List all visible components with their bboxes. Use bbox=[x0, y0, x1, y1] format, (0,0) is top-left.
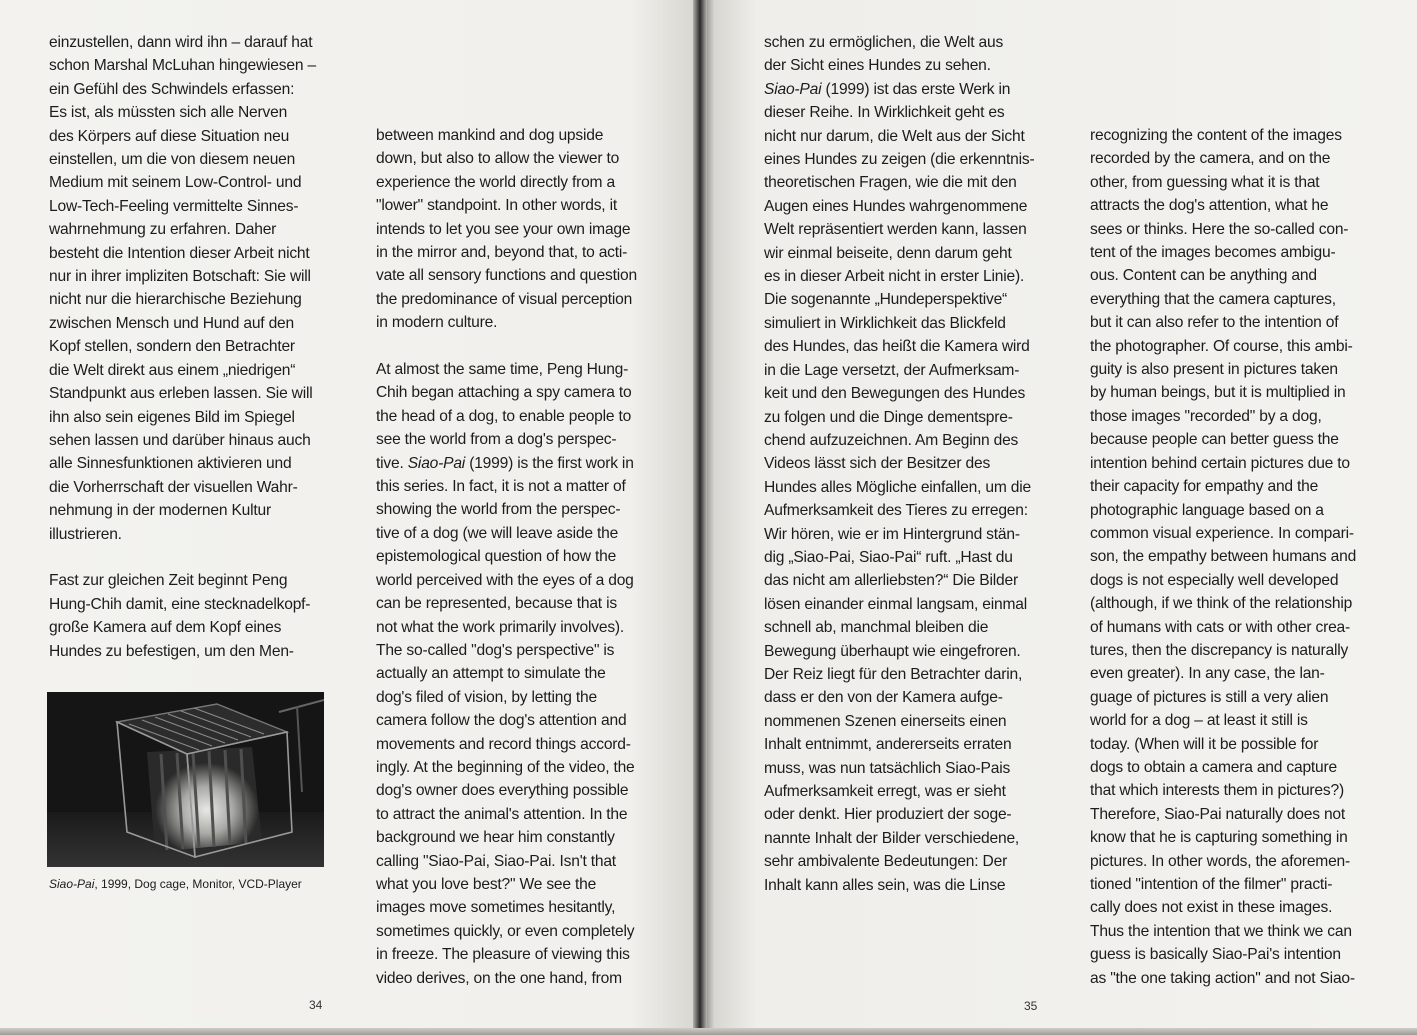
text-line: other, from guessing what it is that bbox=[1090, 173, 1320, 191]
text-line: dieser Reihe. In Wirklichkeit geht es bbox=[764, 104, 1005, 122]
text-line: that which interests them in pictures?) bbox=[1090, 782, 1344, 800]
text-line: actually an attempt to simulate the bbox=[376, 665, 606, 683]
text-line: Der Reiz liegt für den Betrachter darin, bbox=[764, 665, 1023, 683]
text-line: between mankind and dog upside bbox=[376, 127, 604, 144]
text-line: dog's owner does everything possible bbox=[376, 782, 629, 800]
text-line: Thus the intention that we think we can bbox=[1090, 922, 1352, 940]
text-line: even greater). In any case, the lan- bbox=[1090, 665, 1325, 683]
text-line: son, the empathy between humans and bbox=[1090, 548, 1357, 566]
text-line: of humans with cats or with other crea- bbox=[1090, 618, 1351, 636]
text-line: the predominance of visual perception bbox=[376, 290, 633, 308]
text-line: guage of pictures is still a very alien bbox=[1090, 688, 1329, 706]
text-line: recognizing the content of the images bbox=[1090, 127, 1342, 144]
text-line: because people can better guess the bbox=[1090, 431, 1339, 449]
text-line: intention behind certain pictures due to bbox=[1090, 454, 1350, 472]
text-line: what you love best?" We see the bbox=[376, 875, 597, 893]
text-line: Hundes zu befestigen, um den Men- bbox=[49, 642, 294, 660]
text-line: cally does not exist in these images. bbox=[1090, 899, 1333, 917]
text-line: photographic language based on a bbox=[1090, 501, 1324, 519]
text-line: das nicht am allerliebsten?“ Die Bilder bbox=[764, 572, 1018, 590]
page-bottom-edge bbox=[0, 1028, 1417, 1035]
text-line: ein Gefühl des Schwindels erfassen: bbox=[49, 80, 295, 98]
text-line: Chih began attaching a spy camera to bbox=[376, 384, 632, 402]
text-line: illustrieren. bbox=[49, 525, 122, 543]
text-line: world perceived with the eyes of a dog bbox=[376, 571, 634, 589]
text-line: zu folgen und die Dinge dementspre- bbox=[764, 408, 1013, 426]
text-line: Bewegung überhaupt wie eingefroren. bbox=[764, 642, 1021, 660]
paragraph bbox=[49, 31, 334, 546]
text-line: in modern culture. bbox=[376, 314, 498, 332]
text-line: des Hundes, das heißt die Kamera wird bbox=[764, 338, 1030, 356]
text-line: tive. Siao-Pai (1999) is the first work in bbox=[376, 454, 634, 472]
text-line: Medium mit seinem Low-Control- und bbox=[49, 174, 302, 192]
text-line: dass er den von der Kamera aufge- bbox=[764, 689, 1003, 707]
dog-cage-monitor-image bbox=[47, 692, 324, 867]
text-line: background we hear him constantly bbox=[376, 829, 615, 847]
text-line: Therefore, Siao-Pai naturally does not bbox=[1090, 805, 1346, 823]
text-line: "lower" standpoint. In other words, it bbox=[376, 197, 617, 215]
text-line: einzustellen, dann wird ihn – darauf hat bbox=[49, 34, 313, 51]
text-line: Siao-Pai (1999) ist das erste Werk in bbox=[764, 80, 1011, 98]
left-german-column bbox=[49, 31, 334, 686]
text-line: Hundes alles Mögliche einfallen, um die bbox=[764, 478, 1031, 496]
text-line: ingly. At the beginning of the video, the bbox=[376, 758, 635, 776]
text-line: intends to let you see your own image bbox=[376, 220, 631, 238]
text-line: Aufmerksamkeit erregt, was er sieht bbox=[764, 783, 1006, 800]
text-line: chend aufzuzeichnen. Am Beginn des bbox=[764, 431, 1019, 449]
text-line: wir einmal beiseite, denn darum geht bbox=[764, 244, 1012, 262]
text-line: dig „Siao-Pai, Siao-Pai“ ruft. „Hast du bbox=[764, 548, 1013, 566]
text-line: ihn also sein eigenes Bild im Spiegel bbox=[49, 408, 295, 426]
text-line: dog's filed of vision, by letting the bbox=[376, 688, 597, 706]
book-gutter bbox=[693, 0, 707, 1035]
text-line: Standpunkt aus erleben lassen. Sie will bbox=[49, 385, 313, 403]
text-line: camera follow the dog's attention and bbox=[376, 712, 627, 730]
text-line: oder denkt. Hier produziert der soge- bbox=[764, 806, 1012, 824]
text-line: Kopf stellen, sondern den Betrachter bbox=[49, 338, 295, 356]
text-line: those images "recorded" by a dog, bbox=[1090, 407, 1322, 425]
text-line: nur in ihrer impliziten Botschaft: Sie will bbox=[49, 268, 311, 286]
text-line: world for a dog – at least it still is bbox=[1090, 712, 1308, 730]
text-line: today. (When will it be possible for bbox=[1090, 735, 1319, 753]
text-line: by human beings, but it is multiplied in bbox=[1090, 384, 1346, 402]
left-english-column bbox=[376, 124, 666, 1013]
text-line: epistemological question of how the bbox=[376, 548, 617, 566]
text-line: the photographer. Of course, this ambi- bbox=[1090, 337, 1353, 355]
text-line: in die Lage versetzt, der Aufmerksam- bbox=[764, 361, 1020, 379]
text-line: movements and record things accord- bbox=[376, 735, 631, 753]
text-line: in the mirror and, beyond that, to acti- bbox=[376, 244, 628, 262]
text-line: images move sometimes hesitantly, bbox=[376, 899, 616, 917]
caption-title: Siao-Pai bbox=[49, 877, 95, 891]
text-line: eines Hundes zu zeigen (die erkenntnis- bbox=[764, 151, 1035, 169]
text-line: ous. Content can be anything and bbox=[1090, 267, 1317, 285]
text-line: video derives, on the one hand, from bbox=[376, 969, 622, 987]
page-number-left: 34 bbox=[309, 998, 323, 1012]
text-line: Inhalt kann alles sein, was die Linse bbox=[764, 876, 1006, 894]
text-line: see the world from a dog's perspec- bbox=[376, 431, 617, 449]
text-line: dogs is not especially well developed bbox=[1090, 571, 1339, 589]
text-line: einstellen, um die von diesem neuen bbox=[49, 151, 296, 169]
text-line: At almost the same time, Peng Hung- bbox=[376, 361, 629, 379]
text-line: tent of the images becomes ambigu- bbox=[1090, 244, 1336, 262]
text-line: sehen lassen und darüber hinaus auch bbox=[49, 431, 311, 449]
caption-details: , 1999, Dog cage, Monitor, VCD-Player bbox=[94, 877, 302, 891]
text-line: alle Sinnesfunktionen aktivieren und bbox=[49, 455, 292, 473]
text-line: theoretischen Fragen, wie die mit den bbox=[764, 174, 1017, 192]
text-line: keit und den Bewegungen des Hundes bbox=[764, 385, 1026, 403]
text-line: sees or thinks. Here the so-called con- bbox=[1090, 220, 1349, 238]
text-line: to attract the animal's attention. In the bbox=[376, 805, 628, 823]
text-line: the head of a dog, to enable people to bbox=[376, 407, 632, 425]
text-line: everything that the camera captures, bbox=[1090, 290, 1336, 308]
text-line: nommenen Szenen einerseits einen bbox=[764, 712, 1007, 730]
text-line: as "the one taking action" and not Siao- bbox=[1090, 969, 1355, 987]
paragraph bbox=[764, 31, 1054, 897]
text-line: guity is also present in pictures taken bbox=[1090, 361, 1338, 379]
text-line: can be represented, because that is bbox=[376, 595, 617, 613]
text-line: tures, then the discrepancy is naturally bbox=[1090, 641, 1349, 659]
artwork-photo bbox=[47, 692, 324, 867]
text-line: nehmung in der modernen Kultur bbox=[49, 502, 271, 520]
text-line: die Welt direkt aus einem „niedrigen“ bbox=[49, 361, 296, 379]
page-number-right: 35 bbox=[1024, 999, 1038, 1013]
paragraph bbox=[49, 569, 334, 663]
paragraph bbox=[376, 358, 666, 990]
text-line: Es ist, als müssten sich alle Nerven bbox=[49, 104, 288, 122]
text-line: nicht nur darum, die Welt aus der Sicht bbox=[764, 127, 1025, 145]
text-line: schon Marshal McLuhan hingewiesen – bbox=[49, 57, 316, 75]
text-line: tioned "intention of the filmer" practi- bbox=[1090, 876, 1333, 893]
right-english-column bbox=[1090, 124, 1380, 1013]
text-line: Aufmerksamkeit des Tieres zu erregen: bbox=[764, 502, 1028, 520]
text-line: wahrnehmung zu erfahren. Daher bbox=[49, 221, 277, 239]
text-line: lösen einander einmal langsam, einmal bbox=[764, 595, 1028, 613]
text-line: simuliert in Wirklichkeit das Blickfeld bbox=[764, 314, 1006, 332]
paragraph bbox=[1090, 124, 1380, 990]
text-line: this series. In fact, it is not a matter of bbox=[376, 478, 626, 496]
text-line: Wir hören, wie er im Hintergrund stän- bbox=[764, 525, 1020, 543]
text-line: but it can also refer to the intention of bbox=[1090, 314, 1339, 332]
text-line: Hung-Chih damit, eine stecknadelkopf- bbox=[49, 595, 311, 613]
text-line: sometimes quickly, or even completely bbox=[376, 922, 635, 940]
text-line: their capacity for empathy and the bbox=[1090, 478, 1319, 496]
text-line: des Körpers auf diese Situation neu bbox=[49, 127, 290, 145]
text-line: know that he is capturing something in bbox=[1090, 829, 1348, 847]
text-line: der Sicht eines Hundes zu sehen. bbox=[764, 57, 991, 75]
text-line: experience the world directly from a bbox=[376, 173, 615, 191]
text-line: die Vorherrschaft der visuellen Wahr- bbox=[49, 478, 298, 496]
text-line: guess is basically Siao-Pai's intention bbox=[1090, 946, 1341, 964]
text-line: calling "Siao-Pai, Siao-Pai. Isn't that bbox=[376, 852, 616, 870]
text-line: showing the world from the perspec- bbox=[376, 501, 621, 519]
text-line: common visual experience. In compari- bbox=[1090, 524, 1354, 542]
text-line: besteht die Intention dieser Arbeit nicht bbox=[49, 244, 310, 262]
text-line: Fast zur gleichen Zeit beginnt Peng bbox=[49, 572, 288, 590]
text-line: schen zu ermöglichen, die Welt aus bbox=[764, 34, 1004, 51]
text-line: nannte Inhalt der Bilder verschiedene, bbox=[764, 829, 1020, 847]
text-line: in freeze. The pleasure of viewing this bbox=[376, 946, 630, 964]
text-line: es in dieser Arbeit nicht in erster Linie). bbox=[764, 268, 1025, 286]
text-line: Augen eines Hundes wahrgenommene bbox=[764, 197, 1028, 215]
text-line: Low-Tech-Feeling vermittelte Sinnes- bbox=[49, 197, 299, 215]
text-line: Die sogenannte „Hundeperspektive“ bbox=[764, 291, 1008, 309]
text-line: The so-called "dog's perspective" is bbox=[376, 641, 615, 659]
text-line: recorded by the camera, and on the bbox=[1090, 150, 1331, 168]
text-line: (although, if we think of the relationship bbox=[1090, 595, 1353, 613]
text-line: Welt repräsentiert werden kann, lassen bbox=[764, 221, 1027, 239]
text-line: sehr ambivalente Bedeutungen: Der bbox=[764, 853, 1008, 871]
text-line: pictures. In other words, the aforemen- bbox=[1090, 852, 1351, 870]
text-line: down, but also to allow the viewer to bbox=[376, 150, 620, 168]
text-line: schnell ab, manchmal bleiben die bbox=[764, 619, 989, 637]
text-line: große Kamera auf dem Kopf eines bbox=[49, 619, 282, 637]
text-line: vate all sensory functions and question bbox=[376, 267, 637, 285]
text-line: tive of a dog (we will leave aside the bbox=[376, 524, 619, 542]
text-line: dogs to obtain a camera and capture bbox=[1090, 758, 1338, 776]
text-line: muss, was nun tatsächlich Siao-Pais bbox=[764, 759, 1011, 777]
text-line: Inhalt entnimmt, andererseits erraten bbox=[764, 736, 1012, 754]
text-line: Videos lässt sich der Besitzer des bbox=[764, 455, 991, 473]
paragraph bbox=[376, 124, 666, 335]
text-line: not what the work primarily involves). bbox=[376, 618, 625, 636]
text-line: nicht nur die hierarchische Beziehung bbox=[49, 291, 302, 309]
figure-caption bbox=[49, 876, 302, 892]
text-line: zwischen Mensch und Hund auf den bbox=[49, 314, 294, 332]
right-german-column bbox=[764, 31, 1054, 920]
text-line: attracts the dog's attention, what he bbox=[1090, 197, 1329, 215]
